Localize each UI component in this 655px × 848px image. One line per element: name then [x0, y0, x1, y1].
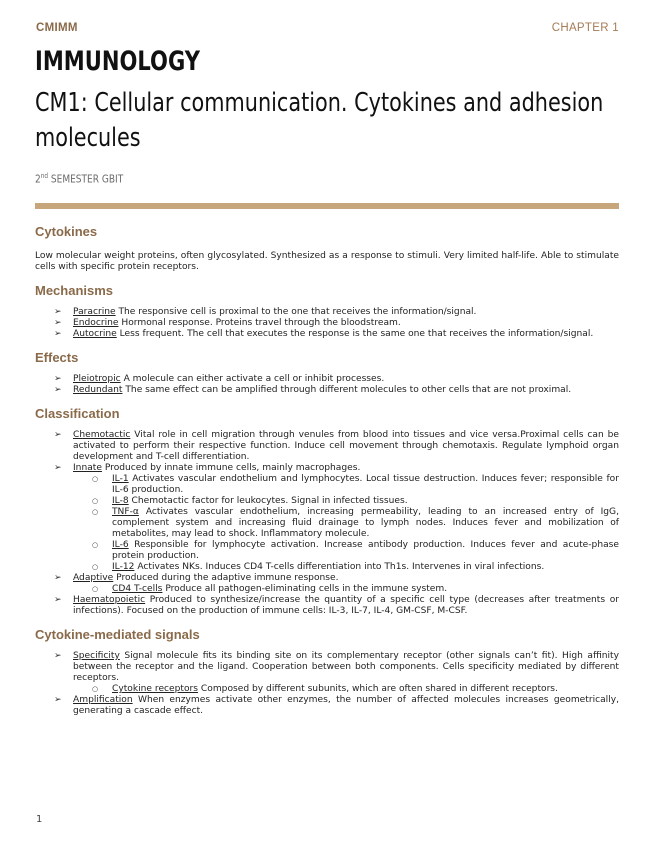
section-heading-effects: Effects	[35, 350, 79, 365]
term: Amplification	[73, 695, 133, 705]
list-item	[35, 573, 619, 584]
sub-list-item	[35, 540, 619, 562]
document-title: IMMUNOLOGY	[35, 46, 201, 77]
term-description: Composed by different subunits, which are often shared in different receptors.	[198, 684, 558, 694]
term-description: Chemotactic factor for leukocytes. Signal in infected tissues.	[128, 496, 408, 506]
list-item	[35, 430, 619, 463]
document-subtitle: CM1: Cellular communication. Cytokines and adhesion molecules	[35, 88, 604, 153]
list-item	[35, 385, 619, 396]
term-description: Signal molecule fits its binding site on its complementary receptor (other signals can’t fit). High affinity between the receptor and the ligand. Cooperation between both components. Cells specificity mediated by different receptors.	[73, 651, 619, 683]
term: Endocrine	[73, 318, 119, 328]
arrow-bullet-icon: ➢	[54, 307, 62, 317]
circle-bullet-icon: ○	[92, 497, 99, 505]
sub-list-item	[35, 684, 619, 695]
arrow-bullet-icon: ➢	[54, 329, 62, 339]
term: Adaptive	[73, 573, 114, 583]
list-item	[35, 695, 619, 717]
term: Specificity	[73, 651, 120, 661]
circle-bullet-icon: ○	[92, 508, 99, 516]
term-description: A molecule can either activate a cell or inhibit processes.	[120, 374, 385, 384]
term-description: Produce all pathogen-eliminating cells in the immune system.	[162, 584, 448, 594]
term-description: Hormonal response. Proteins travel through the bloodstream.	[118, 318, 401, 328]
list-item	[35, 463, 619, 474]
arrow-bullet-icon: ➢	[54, 430, 62, 440]
arrow-bullet-icon: ➢	[54, 463, 62, 473]
term-description: Responsible for lymphocyte activation. Increase antibody production. Induces fever and acute-phase protein production.	[112, 540, 619, 561]
circle-bullet-icon: ○	[92, 475, 99, 483]
classification-list	[35, 430, 619, 617]
circle-bullet-icon: ○	[92, 541, 99, 549]
term: Innate	[73, 463, 102, 473]
circle-bullet-icon: ○	[92, 585, 99, 593]
sub-list-item	[35, 562, 619, 573]
term-description: When enzymes activate other enzymes, the number of affected molecules increases geometrically, generating a cascade effect.	[73, 695, 619, 716]
arrow-bullet-icon: ➢	[54, 385, 62, 395]
list-item	[35, 307, 619, 318]
term: Haematopoietic	[73, 595, 146, 605]
list-item	[35, 318, 619, 329]
term-description: Vital role in cell migration through venules from blood into tissues and vice versa.Proximal cells can be activated to perform their respective function. Induce cell movement through chemotaxis. Regulate lymphoid organ development and T-cell differentiation.	[73, 430, 619, 462]
semester-label: 2nd SEMESTER GBIT	[35, 172, 124, 186]
arrow-bullet-icon: ➢	[54, 318, 62, 328]
sub-list-item	[35, 584, 619, 595]
section-heading-cytokines: Cytokines	[35, 224, 98, 239]
term: Paracrine	[73, 307, 116, 317]
term: Pleiotropic	[73, 374, 121, 384]
mechanisms-list	[35, 307, 619, 340]
list-item	[35, 595, 619, 617]
term-description: Produced by innate immune cells, mainly macrophages.	[101, 463, 361, 473]
term: Cytokine receptors	[112, 684, 199, 694]
header-course-code: CMIMM	[36, 22, 78, 34]
term-description: The responsive cell is proximal to the one that receives the information/signal.	[115, 307, 477, 317]
arrow-bullet-icon: ➢	[54, 651, 62, 661]
term: CD4 T-cells	[112, 584, 163, 594]
term: IL-6	[112, 540, 129, 550]
term: TNF-α	[112, 507, 139, 517]
header-chapter: CHAPTER 1	[551, 22, 619, 34]
list-item	[35, 374, 619, 385]
term: Chemotactic	[73, 430, 131, 440]
term: Autocrine	[73, 329, 117, 339]
sub-list-item	[35, 496, 619, 507]
document-body	[35, 224, 619, 717]
term: IL-12	[112, 562, 135, 572]
term-description: Activates NKs. Induces CD4 T-cells differentiation into Th1s. Intervenes in viral infections.	[134, 562, 545, 572]
arrow-bullet-icon: ➢	[54, 595, 62, 605]
list-item	[35, 651, 619, 684]
term-description: Activates vascular endothelium and lymphocytes. Local tissue destruction. Induces fever; responsible for IL-6 production.	[112, 474, 619, 495]
sub-list-item	[35, 507, 619, 540]
term: IL-1	[112, 474, 129, 484]
effects-list	[35, 374, 619, 396]
section-heading-signals: Cytokine-mediated signals	[35, 627, 200, 642]
cytokines-definition: Low molecular weight proteins, often glycosylated. Synthesized as a response to stimuli. Very limited half-life. Able to stimulate cells with specific protein receptors.	[35, 251, 619, 272]
term: IL-8	[112, 496, 129, 506]
term-description: Produced to synthesize/increase the quantity of a specific cell type (decreases after treatments or infections). Focused on the production of immune cells: IL-3, IL-7, IL-4, GM-CSF, M-CSF.	[73, 595, 619, 616]
sub-list-item	[35, 474, 619, 496]
circle-bullet-icon: ○	[92, 563, 99, 571]
arrow-bullet-icon: ➢	[54, 573, 62, 583]
signals-list	[35, 651, 619, 717]
term-description: Produced during the adaptive immune response.	[113, 573, 339, 583]
arrow-bullet-icon: ➢	[54, 374, 62, 384]
term-description: Activates vascular endothelium, increasing permeability, leading to an increased entry of IgG, complement system and increasing fluid drainage to lymph nodes. Induces fever and mobilization of metabolites, may lead to shock. Inflammatory molecule.	[112, 507, 619, 539]
arrow-bullet-icon: ➢	[54, 695, 62, 705]
term-description: Less frequent. The cell that executes the response is the same one that receives the information/signal.	[116, 329, 594, 339]
section-heading-classification: Classification	[35, 406, 120, 421]
circle-bullet-icon: ○	[92, 685, 99, 693]
title-divider	[35, 203, 619, 209]
term-description: The same effect can be amplified through different molecules to other cells that are not proximal.	[122, 385, 572, 395]
term: Redundant	[73, 385, 123, 395]
page-number: 1	[36, 814, 43, 825]
list-item	[35, 329, 619, 340]
section-heading-mechanisms: Mechanisms	[35, 283, 114, 298]
